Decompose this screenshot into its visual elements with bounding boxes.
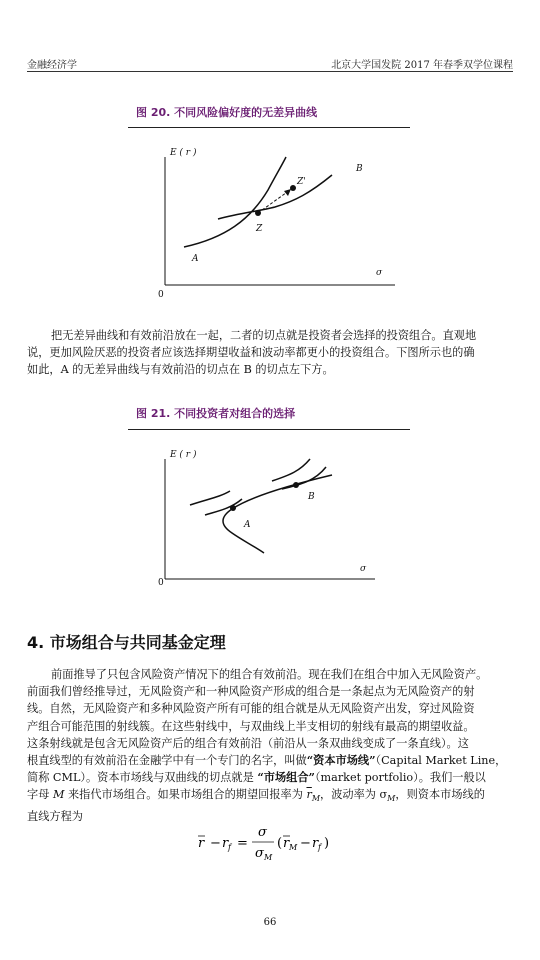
- subscript-m: M: [311, 794, 321, 804]
- y-axis-label: E ( r ): [170, 450, 197, 460]
- y-axis-label: E ( r ): [170, 148, 197, 158]
- line-7-part-a: 简称 CML）。资本市场线与双曲线的切点就是: [27, 771, 258, 785]
- r-f-2: r: [312, 836, 319, 851]
- capital-market-line-term: “资本市场线”: [306, 753, 376, 768]
- paragraph-2-line-2: 前面我们曾经推导过，无风险资产和一种风险资产形成的组合是一条起点为无风险资产的射: [27, 685, 475, 699]
- symbol-m: M: [52, 788, 65, 802]
- paragraph-2-line-4: 产组合可能范围的射线簇。在这些射线中，与双曲线上半支相切的射线有最高的期望收益。: [27, 719, 475, 733]
- point-a: [230, 505, 236, 511]
- denominator-sub: M: [264, 853, 273, 862]
- r-m: r: [283, 836, 290, 851]
- header-institution: 北京大学国发院 2017 年春季双学位课程: [331, 60, 513, 71]
- point-z: [255, 210, 261, 216]
- figure-20-title: 图 20. 不同风险偏好度的无差异曲线: [136, 106, 318, 119]
- line-7-part-c: （market portfolio）。我们一般以: [314, 771, 486, 785]
- line-6-part-a: 根直线型的有效前沿在金融学中有一个专门的名字，叫做: [27, 754, 307, 768]
- figure-20-svg: [120, 135, 420, 305]
- paragraph-2-line-8: [27, 786, 513, 807]
- line-8-part-a: 字母: [27, 788, 53, 802]
- symbol-r-bar: $\overline{r}$: [306, 788, 312, 802]
- paragraph-1-line-2: 说，更加风险厌恶的投资者应该选择期望收益和波动率都更小的投资组合。下图所示也的确: [27, 346, 475, 360]
- point-b: [293, 482, 299, 488]
- figure-21-chart: [120, 437, 420, 597]
- paragraph-2-line-1: 前面推导了只包含风险资产情况下的组合有效前沿。现在我们在组合中加入无风险资产。: [51, 668, 488, 681]
- curve-b-label: B: [356, 164, 363, 174]
- figure-21-rule: [128, 429, 410, 430]
- minus-sign-2: −: [300, 836, 311, 851]
- line-8-part-h: ，则资本市场线的: [395, 788, 485, 802]
- line-6-part-c: （Capital Market Line，: [375, 754, 507, 768]
- frontier-curve: [223, 475, 332, 553]
- cml-equation: [196, 822, 346, 862]
- denominator-sigma: σ: [255, 846, 264, 861]
- line-8-part-c: 来指代市场组合。如果市场组合的期望回报率为: [64, 788, 307, 802]
- paren-open: (: [277, 836, 283, 851]
- paragraph-2-line-6: [27, 752, 513, 769]
- point-a-label: A: [244, 520, 251, 530]
- r-f: r: [222, 836, 229, 851]
- indifference-curve-b: [218, 175, 332, 219]
- sub-f-2: f: [318, 843, 321, 852]
- curve-a-label: A: [192, 254, 199, 264]
- figure-21-title: 图 21. 不同投资者对组合的选择: [136, 407, 296, 420]
- paragraph-1-line-1: 把无差异曲线和有效前沿放在一起，二者的切点就是投资者会选择的投资组合。直观地: [51, 329, 477, 342]
- numerator-sigma: σ: [258, 825, 267, 840]
- point-z-label: Z: [256, 224, 263, 234]
- minus-sign: −: [210, 836, 221, 851]
- paragraph-2: [27, 666, 513, 825]
- dashed-arrow: [258, 190, 290, 213]
- subscript-m-2: M: [387, 794, 396, 804]
- page-header: [27, 56, 513, 70]
- origin-label: 0: [158, 578, 164, 588]
- paragraph-2-line-3: 线。自然，无风险资产和多种风险资产所有可能的组合就是从无风险资产出发，穿过风险资: [27, 702, 475, 716]
- figure-21-svg: [120, 437, 420, 597]
- origin-label: 0: [158, 290, 164, 300]
- market-portfolio-term: “市场组合”: [257, 770, 315, 785]
- figure-20-chart: [120, 135, 420, 305]
- indifference-curve-b1: [272, 459, 310, 481]
- section-title: 4. 市场组合与共同基金定理: [27, 633, 226, 652]
- point-z-prime: [290, 185, 296, 191]
- paragraph-2-line-7: [27, 769, 513, 786]
- header-course-name: 金融经济学: [27, 60, 77, 71]
- sub-m: M: [289, 843, 298, 852]
- figure-20-rule: [128, 127, 410, 128]
- equals-sign: =: [237, 836, 248, 851]
- arrow-head: [284, 189, 291, 196]
- page-number: 66: [263, 917, 277, 928]
- x-axis-label: σ: [360, 564, 367, 574]
- frontier-curve: [184, 157, 286, 247]
- header-rule: [27, 71, 513, 72]
- paren-close: ): [324, 836, 330, 851]
- paragraph-2-line-9: 直线方程为: [27, 809, 83, 823]
- paragraph-2-line-5: 这条射线就是包含无风险资产后的组合有效前沿（前沿从一条双曲线变成了一条直线）。这: [27, 736, 469, 750]
- point-b-label: B: [308, 492, 315, 502]
- x-axis-label: σ: [376, 268, 383, 278]
- cml-equation-svg: [196, 822, 346, 862]
- paragraph-1-line-3: 如此，A 的无差异曲线与有效前沿的切点在 B 的切点左下方。: [27, 363, 334, 377]
- r-bar: r: [198, 836, 205, 851]
- sub-f: f: [228, 843, 231, 852]
- point-z-prime-label: Z': [297, 177, 306, 187]
- line-8-part-f: ，波动率为 σ: [320, 788, 388, 802]
- paragraph-1: [27, 327, 513, 379]
- indifference-curve-a1: [190, 491, 230, 505]
